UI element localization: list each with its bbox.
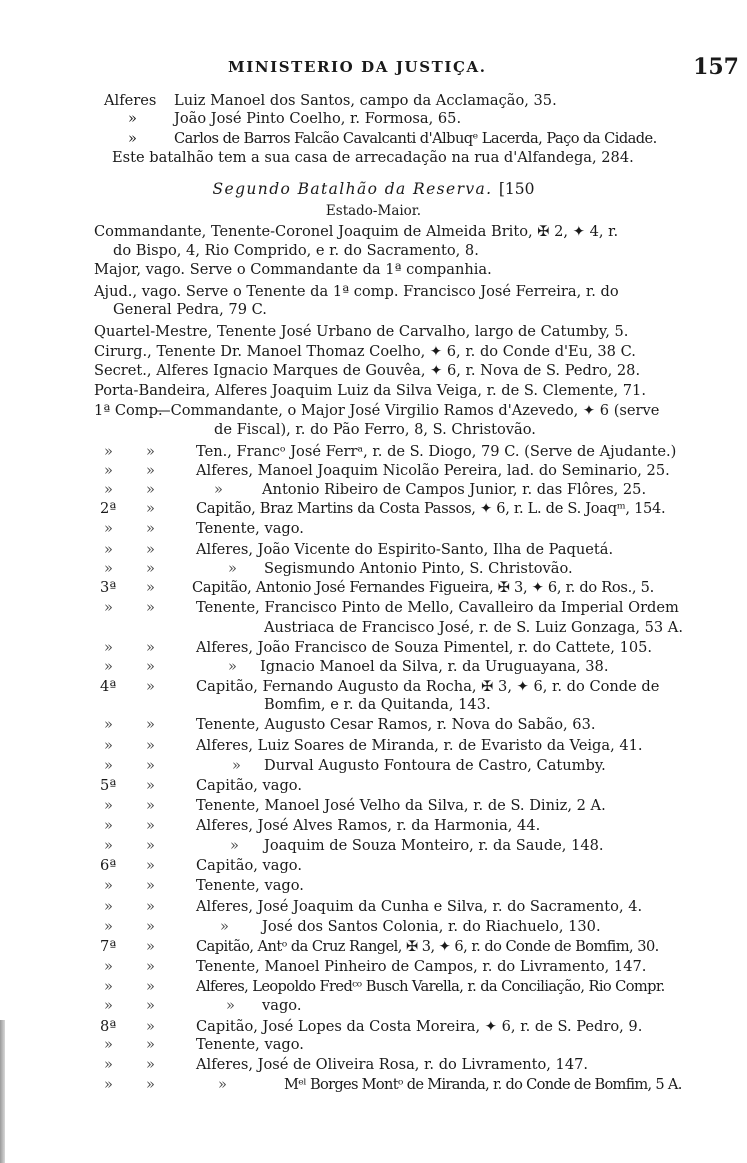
section-count: [150 — [498, 180, 535, 198]
ditto-mark: » — [104, 560, 113, 577]
ditto-mark: » — [104, 481, 113, 498]
ditto-mark: » — [128, 130, 137, 147]
entry-text: Ten., Francᵒ José Ferrᵃ, r. de S. Diogo, 79 C. (Serve de Ajudante.) — [196, 443, 677, 460]
ditto-mark: » — [104, 898, 113, 915]
ditto-mark: » — [146, 1076, 155, 1093]
company-label: 7ª — [100, 938, 117, 955]
ditto-mark: » — [146, 997, 155, 1014]
staff-line: Ajud., vago. Serve o Tenente da 1ª comp. Francisco José Ferreira, r. do — [94, 283, 619, 300]
ditto-mark: » — [146, 500, 155, 517]
ditto-mark: » — [104, 757, 113, 774]
company-line: Austriaca de Francisco José, r. de S. Luiz Gonzaga, 53 A. — [264, 619, 683, 636]
ditto-mark: » — [104, 797, 113, 814]
entry-text: Antonio Ribeiro de Campos Junior, r. das Flôres, 25. — [262, 481, 647, 498]
ditto-mark: » — [146, 958, 155, 975]
entry-text: Alferes, José Alves Ramos, r. da Harmonia, 44. — [196, 817, 541, 834]
ditto-mark: » — [146, 678, 155, 695]
entry-text: Tenente, Manoel Pinheiro de Campos, r. do Livramento, 147. — [196, 958, 647, 975]
entry-text: João José Pinto Coelho, r. Formosa, 65. — [174, 110, 462, 127]
ditto-mark: » — [104, 716, 113, 733]
staff-line: Commandante, Tenente-Coronel Joaquim de Almeida Brito, ✠ 2, ✦ 4, r. — [94, 223, 619, 240]
entry-text: Carlos de Barros Falcão Cavalcanti d'Albuqᵉ Lacerda, Paço da Cidade. — [174, 130, 657, 147]
entry-text: José dos Santos Colonia, r. do Riachuelo, 130. — [262, 918, 601, 935]
entry-text: Tenente, Manoel José Velho da Silva, r. de S. Diniz, 2 A. — [196, 797, 606, 814]
entry-text: Capitão, Antᵒ da Cruz Rangel, ✠ 3, ✦ 6, r. do Conde de Bomfim, 30. — [196, 938, 659, 955]
entry-text: Segismundo Antonio Pinto, S. Christovão. — [264, 560, 573, 577]
staff-line: Quartel-Mestre, Tenente José Urbano de Carvalho, largo de Catumby, 5. — [94, 323, 629, 340]
entry-text: Alferes, Leopoldo Fredᶜᵒ Busch Varella, r. da Conciliação, Rio Compr. — [196, 978, 665, 995]
ditto-mark: » — [104, 639, 113, 656]
entry-text: Luiz Manoel dos Santos, campo da Acclamação, 35. — [174, 92, 557, 109]
ditto-mark: » — [146, 777, 155, 794]
ditto-mark: » — [104, 978, 113, 995]
ditto-mark: » — [104, 817, 113, 834]
ditto-mark: » — [104, 462, 113, 479]
ditto-mark: » — [146, 877, 155, 894]
ditto-mark: » — [146, 658, 155, 675]
scan-edge — [0, 1020, 5, 1163]
staff-line: Major, vago. Serve o Commandante da 1ª companhia. — [94, 261, 492, 278]
company-label: 3ª — [100, 579, 117, 596]
ditto-mark: » — [104, 599, 113, 616]
staff-line: Porta-Bandeira, Alferes Joaquim Luiz da Silva Veiga, r. de S. Clemente, 71. — [94, 382, 646, 399]
ditto-mark: » — [228, 658, 237, 675]
ditto-mark: » — [146, 541, 155, 558]
ditto-mark: » — [232, 757, 241, 774]
ditto-mark: » — [146, 599, 155, 616]
entry-text: Capitão, Braz Martins da Costa Passos, ✦ 6, r. L. de S. Joaqᵐ, 154. — [196, 500, 666, 517]
section-subtitle: Estado-Maior. — [325, 203, 422, 219]
page-number: 157 — [693, 54, 739, 80]
page-title: MINISTERIO DA JUSTIÇA. — [228, 58, 487, 76]
company-label: 4ª — [100, 678, 117, 695]
ditto-mark: » — [146, 737, 155, 754]
entry-text: —Commandante, o Major José Virgilio Ramos d'Azevedo, ✦ 6 (serve — [156, 402, 660, 419]
ditto-mark: » — [218, 1076, 227, 1093]
ditto-mark: » — [230, 837, 239, 854]
section-heading — [0, 180, 747, 198]
entry-text: Durval Augusto Fontoura de Castro, Catumby. — [264, 757, 606, 774]
ditto-mark: » — [146, 797, 155, 814]
ditto-mark: » — [146, 716, 155, 733]
company-line: de Fiscal), r. do Pão Ferro, 8, S. Christovão. — [214, 421, 536, 438]
entry-text: Joaquim de Souza Monteiro, r. da Saude, 148. — [264, 837, 604, 854]
ditto-mark: » — [146, 462, 155, 479]
entry-text: Alferes, João Vicente do Espirito-Santo, Ilha de Paquetá. — [196, 541, 614, 558]
ditto-mark: » — [104, 443, 113, 460]
ditto-mark: » — [104, 877, 113, 894]
entry-text: Ignacio Manoel da Silva, r. da Uruguayana, 38. — [260, 658, 609, 675]
entry-text: Tenente, Augusto Cesar Ramos, r. Nova do Sabão, 63. — [196, 716, 596, 733]
entry-text: Capitão, José Lopes da Costa Moreira, ✦ 6, r. de S. Pedro, 9. — [196, 1018, 643, 1035]
ditto-mark: » — [104, 1036, 113, 1053]
entry-text: Tenente, vago. — [196, 877, 304, 894]
entry-text: Alferes, Luiz Soares de Miranda, r. de Evaristo da Veiga, 41. — [196, 737, 643, 754]
ditto-mark: » — [104, 918, 113, 935]
entry-text: vago. — [262, 997, 302, 1014]
ditto-mark: » — [104, 997, 113, 1014]
ditto-mark: » — [104, 658, 113, 675]
running-header — [0, 54, 747, 84]
ditto-mark: » — [146, 579, 155, 596]
ditto-mark: » — [146, 639, 155, 656]
ditto-mark: » — [128, 110, 137, 127]
ditto-mark: » — [146, 898, 155, 915]
entry-text: Alferes, Manoel Joaquim Nicolão Pereira, lad. do Seminario, 25. — [196, 462, 670, 479]
entry-text: Capitão, vago. — [196, 857, 302, 874]
ditto-mark: » — [146, 1056, 155, 1073]
ditto-mark: » — [220, 918, 229, 935]
ditto-mark: » — [146, 1036, 155, 1053]
ditto-mark: » — [146, 520, 155, 537]
company-line: Bomfim, e r. da Quitanda, 143. — [264, 696, 491, 713]
ditto-mark: » — [226, 997, 235, 1014]
ditto-mark: » — [146, 918, 155, 935]
ditto-mark: » — [228, 560, 237, 577]
ditto-mark: » — [104, 1056, 113, 1073]
entry-text: Capitão, Fernando Augusto da Rocha, ✠ 3, ✦ 6, r. do Conde de — [196, 678, 660, 695]
ditto-mark: » — [146, 481, 155, 498]
entry-text: Tenente, vago. — [196, 520, 304, 537]
section-title: Segundo Batalhão da Reserva. — [212, 180, 493, 198]
ditto-mark: » — [146, 817, 155, 834]
staff-line: General Pedra, 79 C. — [113, 301, 267, 318]
rank-label: Alferes — [104, 92, 157, 109]
entry-text: Este batalhão tem a sua casa de arrecadação na rua d'Alfandega, 284. — [112, 149, 634, 166]
entry-text: Alferes, José Joaquim da Cunha e Silva, r. do Sacramento, 4. — [196, 898, 643, 915]
ditto-mark: » — [104, 520, 113, 537]
company-label: 8ª — [100, 1018, 117, 1035]
ditto-mark: » — [146, 443, 155, 460]
ditto-mark: » — [146, 757, 155, 774]
company-label: 1ª Comp. — [94, 402, 163, 419]
entry-text: Capitão, vago. — [196, 777, 302, 794]
entry-text: Alferes, João Francisco de Souza Pimentel, r. do Cattete, 105. — [196, 639, 653, 656]
ditto-mark: » — [146, 857, 155, 874]
ditto-mark: » — [104, 541, 113, 558]
ditto-mark: » — [146, 837, 155, 854]
ditto-mark: » — [146, 978, 155, 995]
ditto-mark: » — [104, 1076, 113, 1093]
entry-text: Tenente, Francisco Pinto de Mello, Cavalleiro da Imperial Ordem — [196, 599, 679, 616]
company-label: 6ª — [100, 857, 117, 874]
ditto-mark: » — [146, 560, 155, 577]
staff-line: Cirurg., Tenente Dr. Manoel Thomaz Coelho, ✦ 6, r. do Conde d'Eu, 38 C. — [94, 343, 636, 360]
company-label: 2ª — [100, 500, 117, 517]
entry-text: Tenente, vago. — [196, 1036, 304, 1053]
ditto-mark: » — [104, 737, 113, 754]
ditto-mark: » — [146, 938, 155, 955]
entry-text: Mᵉˡ Borges Montᵒ de Miranda, r. do Conde de Bomfim, 5 A. — [284, 1076, 682, 1093]
staff-line: do Bispo, 4, Rio Comprido, e r. do Sacramento, 8. — [113, 242, 479, 259]
entry-text: Alferes, José de Oliveira Rosa, r. do Livramento, 147. — [196, 1056, 589, 1073]
ditto-mark: » — [214, 481, 223, 498]
company-label: 5ª — [100, 777, 117, 794]
ditto-mark: » — [104, 837, 113, 854]
staff-line: Secret., Alferes Ignacio Marques de Gouvêa, ✦ 6, r. Nova de S. Pedro, 28. — [94, 362, 641, 379]
entry-text: Capitão, Antonio José Fernandes Figueira, ✠ 3, ✦ 6, r. do Ros., 5. — [192, 579, 654, 596]
ditto-mark: » — [104, 958, 113, 975]
ditto-mark: » — [146, 1018, 155, 1035]
